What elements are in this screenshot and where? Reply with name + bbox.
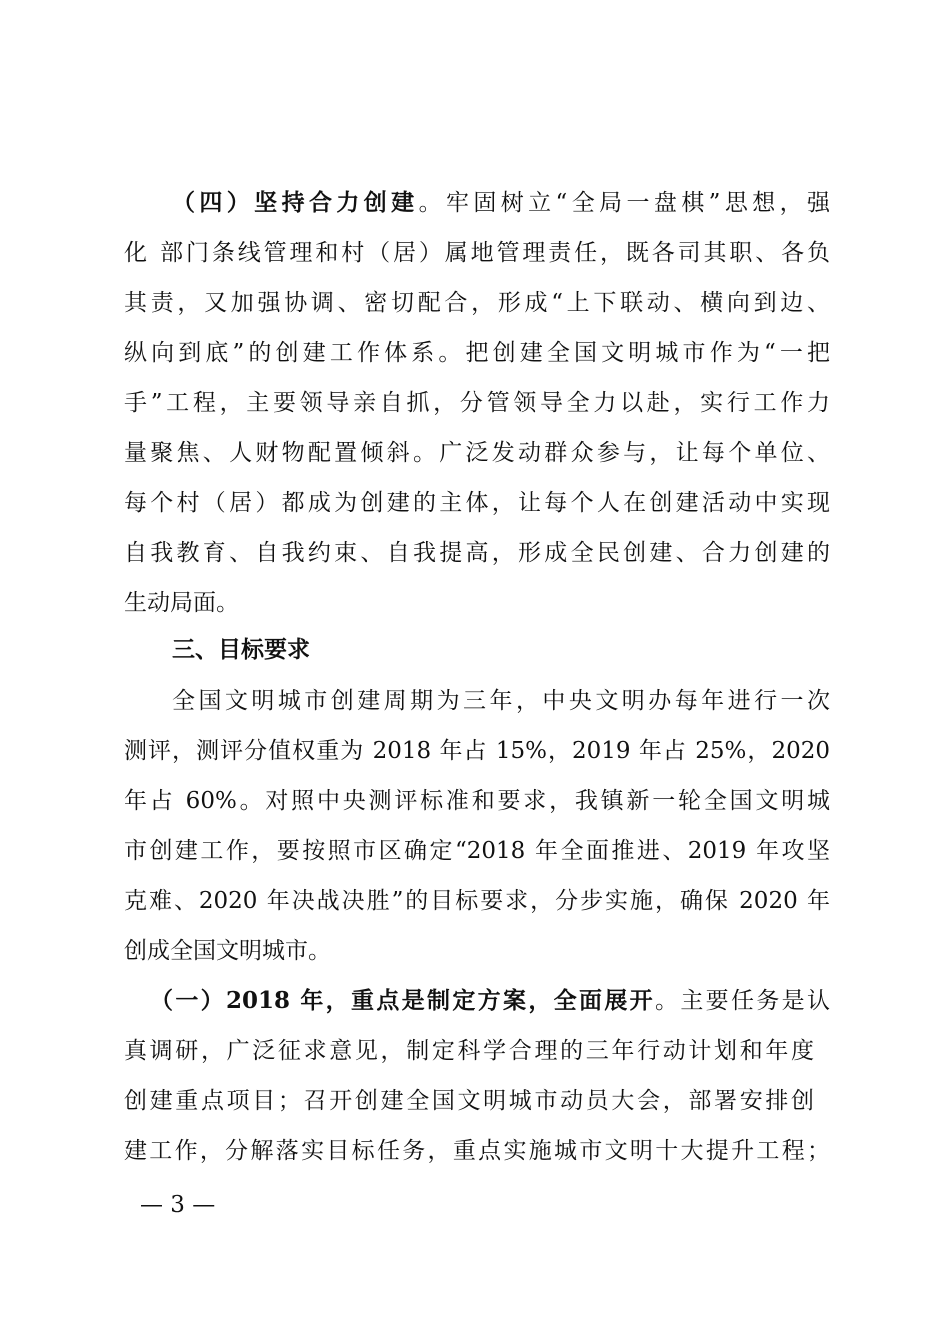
section-3-line-4: 市创建工作，要按照市区确定“2018 年全面推进、2019 年攻坚: [124, 838, 830, 864]
page-number: — 3 —: [140, 1192, 216, 1218]
paragraph-4-line-2: 化 部门条线管理和村（居）属地管理责任，既各司其职、各负: [124, 240, 830, 266]
paragraph-4-line-1-text: 。牢固树立“全局一盘棋”思想，强: [418, 190, 830, 216]
section-3-line-2: 测评，测评分值权重为 2018 年占 15%，2019 年占 25%，2020: [124, 738, 830, 764]
paragraph-1-line-1: [150, 986, 830, 1016]
paragraph-4-line-7: 每个村（居）都成为创建的主体，让每个人在创建活动中实现: [124, 490, 830, 516]
paragraph-4-heading: （四）坚持合力创建: [172, 189, 419, 216]
section-3-line-5: 克难、2020 年决战决胜”的目标要求，分步实施，确保 2020 年: [124, 888, 830, 914]
paragraph-1-heading: （一）2018 年，重点是制定方案，全面展开: [150, 987, 655, 1014]
paragraph-4-line-1: [172, 188, 830, 218]
section-3-line-3: 年占 60%。对照中央测评标准和要求，我镇新一轮全国文明城: [124, 788, 830, 814]
paragraph-1-line-3: 创建重点项目；召开创建全国文明城市动员大会，部署安排创: [124, 1088, 814, 1114]
paragraph-4-line-9: 生动局面。: [124, 590, 239, 616]
paragraph-4-line-3: 其责，又加强协调、密切配合，形成“上下联动、横向到边、: [124, 290, 830, 316]
paragraph-1-line-2: 真调研，广泛征求意见，制定科学合理的三年行动计划和年度: [124, 1038, 814, 1064]
paragraph-4-line-5: 手”工程，主要领导亲自抓，分管领导全力以赴，实行工作力: [124, 390, 830, 416]
paragraph-4-line-4: 纵向到底”的创建工作体系。把创建全国文明城市作为“一把: [124, 340, 830, 366]
paragraph-1-line-1-text: 。主要任务是认: [655, 988, 830, 1014]
section-3-line-1: 全国文明城市创建周期为三年，中央文明办每年进行一次: [172, 688, 830, 714]
paragraph-4-line-8: 自我教育、自我约束、自我提高，形成全民创建、合力创建的: [124, 540, 830, 566]
paragraph-4-line-6: 量聚焦、人财物配置倾斜。广泛发动群众参与，让每个单位、: [124, 440, 830, 466]
paragraph-1-line-4: 建工作，分解落实目标任务，重点实施城市文明十大提升工程；: [124, 1138, 830, 1164]
section-3-line-6: 创成全国文明城市。: [124, 938, 331, 964]
section-3-heading: 三、目标要求: [172, 636, 310, 663]
